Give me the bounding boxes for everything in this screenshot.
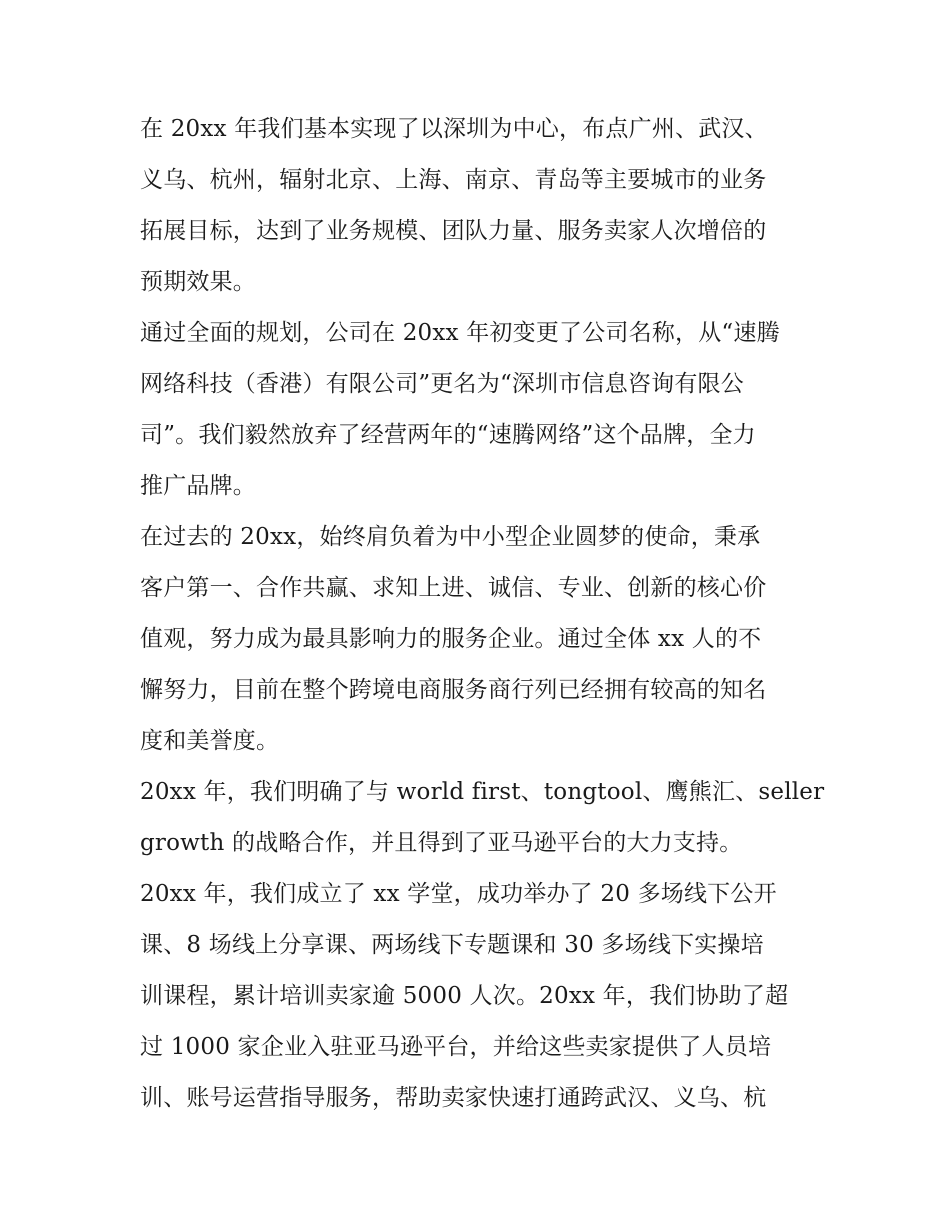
text-line: 训、账号运营指导服务，帮助卖家快速打通跨武汉、义乌、杭 <box>140 1085 767 1111</box>
text-line: 20xx 年，我们明确了与 world first、tongtool、鹰熊汇、seller <box>140 779 825 805</box>
text-line: 在 20xx 年我们基本实现了以深圳为中心，布点广州、武汉、 <box>140 116 768 142</box>
paragraph-1 <box>140 104 816 308</box>
text-line: 20xx 年，我们成立了 xx 学堂，成功举办了 20 多场线下公开 <box>140 881 777 907</box>
text-line: 预期效果。 <box>140 269 256 295</box>
paragraph-4 <box>140 767 825 869</box>
text-line: 网络科技（香港）有限公司”更名为“深圳市信息咨询有限公 <box>140 371 744 397</box>
text-line: 值观，努力成为最具影响力的服务企业。通过全体 xx 人的不 <box>140 626 762 652</box>
text-line: 训课程，累计培训卖家逾 5000 人次。20xx 年，我们协助了超 <box>140 983 789 1009</box>
text-line: 在过去的 20xx，始终肩负着为中小型企业圆梦的使命，秉承 <box>140 524 761 550</box>
text-line: growth 的战略合作，并且得到了亚马逊平台的大力支持。 <box>140 830 743 856</box>
document-body <box>140 104 825 1124</box>
text-line: 客户第一、合作共赢、求知上进、诚信、专业、创新的核心价 <box>140 575 767 601</box>
text-line: 推广品牌。 <box>140 473 256 499</box>
text-line: 懈努力，目前在整个跨境电商服务商行列已经拥有较高的知名 <box>140 677 767 703</box>
text-line: 过 1000 家企业入驻亚马逊平台，并给这些卖家提供了人员培 <box>140 1034 772 1060</box>
paragraph-3 <box>140 512 816 767</box>
paragraph-5 <box>140 869 816 1124</box>
text-line: 义乌、杭州，辐射北京、上海、南京、青岛等主要城市的业务 <box>140 167 767 193</box>
text-line: 课、8 场线上分享课、两场线下专题课和 30 多场线下实操培 <box>140 932 764 958</box>
text-line: 通过全面的规划，公司在 20xx 年初变更了公司名称，从“速腾 <box>140 320 780 346</box>
text-line: 度和美誉度。 <box>140 728 280 754</box>
text-line: 司”。我们毅然放弃了经营两年的“速腾网络”这个品牌，全力 <box>140 422 756 448</box>
text-line: 拓展目标，达到了业务规模、团队力量、服务卖家人次增倍的 <box>140 218 767 244</box>
paragraph-2 <box>140 308 816 512</box>
